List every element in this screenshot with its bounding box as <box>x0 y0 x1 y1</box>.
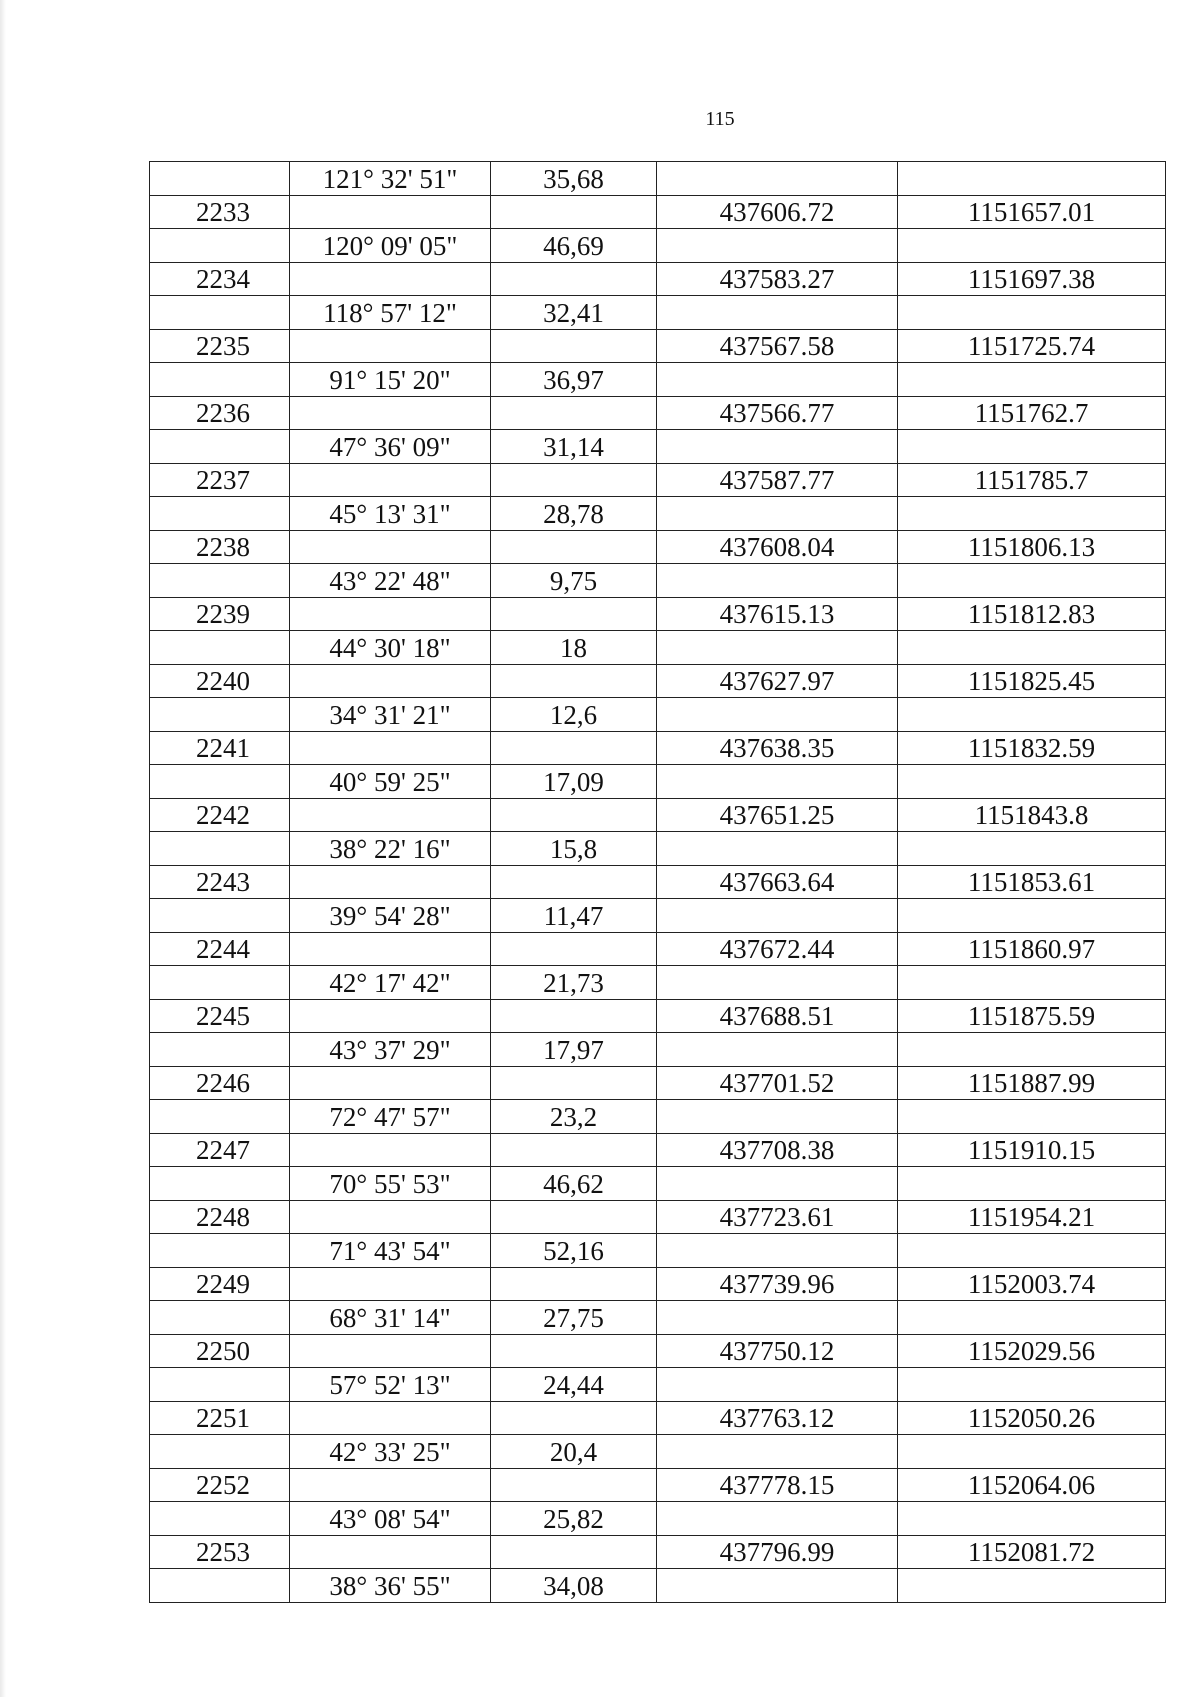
y-coordinate-cell <box>898 363 1166 397</box>
direction-angle-cell: 45° 13' 31" <box>290 497 491 531</box>
distance-cell: 25,82 <box>491 1502 657 1536</box>
point-number-cell: 2238 <box>150 531 290 564</box>
point-number-cell <box>150 1167 290 1201</box>
table-row <box>150 1368 1166 1402</box>
direction-angle-cell: 38° 22' 16" <box>290 832 491 866</box>
direction-angle-cell: 42° 33' 25" <box>290 1435 491 1469</box>
x-coordinate-cell: 437688.51 <box>657 1000 898 1033</box>
y-coordinate-cell <box>898 430 1166 464</box>
table-row <box>150 430 1166 464</box>
table-row <box>150 832 1166 866</box>
table-row <box>150 1435 1166 1469</box>
point-number-cell: 2245 <box>150 1000 290 1033</box>
table-row <box>150 531 1166 564</box>
point-number-cell: 2250 <box>150 1335 290 1368</box>
point-number-cell <box>150 1301 290 1335</box>
direction-angle-cell: 34° 31' 21" <box>290 698 491 732</box>
table-row <box>150 1033 1166 1067</box>
x-coordinate-cell <box>657 966 898 1000</box>
table-row <box>150 1201 1166 1234</box>
x-coordinate-cell <box>657 1100 898 1134</box>
point-number-cell <box>150 162 290 196</box>
scan-edge-shadow <box>0 0 6 1697</box>
y-coordinate-cell: 1151725.74 <box>898 330 1166 363</box>
distance-cell: 23,2 <box>491 1100 657 1134</box>
point-number-cell: 2237 <box>150 464 290 497</box>
x-coordinate-cell: 437627.97 <box>657 665 898 698</box>
y-coordinate-cell: 1152081.72 <box>898 1536 1166 1569</box>
y-coordinate-cell: 1151697.38 <box>898 263 1166 296</box>
point-number-cell: 2248 <box>150 1201 290 1234</box>
direction-angle-cell <box>290 598 491 631</box>
table-row <box>150 196 1166 229</box>
y-coordinate-cell <box>898 162 1166 196</box>
table-row <box>150 1301 1166 1335</box>
table-row <box>150 229 1166 263</box>
distance-cell: 15,8 <box>491 832 657 866</box>
distance-cell: 20,4 <box>491 1435 657 1469</box>
table-row <box>150 162 1166 196</box>
table-row <box>150 564 1166 598</box>
table-row <box>150 330 1166 363</box>
direction-angle-cell: 40° 59' 25" <box>290 765 491 799</box>
direction-angle-cell: 120° 09' 05" <box>290 229 491 263</box>
y-coordinate-cell <box>898 1167 1166 1201</box>
direction-angle-cell: 44° 30' 18" <box>290 631 491 665</box>
x-coordinate-cell <box>657 296 898 330</box>
direction-angle-cell: 70° 55' 53" <box>290 1167 491 1201</box>
table-row <box>150 866 1166 899</box>
table-row <box>150 1335 1166 1368</box>
distance-cell: 24,44 <box>491 1368 657 1402</box>
distance-cell: 9,75 <box>491 564 657 598</box>
x-coordinate-cell: 437606.72 <box>657 196 898 229</box>
y-coordinate-cell <box>898 1368 1166 1402</box>
x-coordinate-cell <box>657 229 898 263</box>
point-number-cell: 2233 <box>150 196 290 229</box>
x-coordinate-cell: 437638.35 <box>657 732 898 765</box>
x-coordinate-cell <box>657 430 898 464</box>
distance-cell <box>491 1402 657 1435</box>
table-row <box>150 1402 1166 1435</box>
distance-cell: 17,97 <box>491 1033 657 1067</box>
y-coordinate-cell: 1151812.83 <box>898 598 1166 631</box>
point-number-cell <box>150 1569 290 1603</box>
distance-cell: 31,14 <box>491 430 657 464</box>
y-coordinate-cell <box>898 296 1166 330</box>
table-row <box>150 363 1166 397</box>
direction-angle-cell: 57° 52' 13" <box>290 1368 491 1402</box>
distance-cell <box>491 263 657 296</box>
table-row <box>150 1268 1166 1301</box>
table-row <box>150 497 1166 531</box>
x-coordinate-cell <box>657 1234 898 1268</box>
point-number-cell: 2243 <box>150 866 290 899</box>
table-row <box>150 1000 1166 1033</box>
x-coordinate-cell <box>657 832 898 866</box>
y-coordinate-cell <box>898 1569 1166 1603</box>
distance-cell <box>491 933 657 966</box>
y-coordinate-cell: 1151853.61 <box>898 866 1166 899</box>
direction-angle-cell <box>290 1067 491 1100</box>
y-coordinate-cell: 1151910.15 <box>898 1134 1166 1167</box>
y-coordinate-cell <box>898 1502 1166 1536</box>
distance-cell <box>491 665 657 698</box>
point-number-cell <box>150 1368 290 1402</box>
point-number-cell <box>150 296 290 330</box>
point-number-cell: 2247 <box>150 1134 290 1167</box>
direction-angle-cell <box>290 397 491 430</box>
y-coordinate-cell <box>898 229 1166 263</box>
x-coordinate-cell <box>657 497 898 531</box>
x-coordinate-cell: 437739.96 <box>657 1268 898 1301</box>
direction-angle-cell <box>290 1268 491 1301</box>
direction-angle-cell <box>290 330 491 363</box>
distance-cell <box>491 196 657 229</box>
direction-angle-cell: 38° 36' 55" <box>290 1569 491 1603</box>
x-coordinate-cell: 437566.77 <box>657 397 898 430</box>
point-number-cell: 2235 <box>150 330 290 363</box>
direction-angle-cell <box>290 1469 491 1502</box>
direction-angle-cell: 47° 36' 09" <box>290 430 491 464</box>
page-number: 115 <box>705 108 735 130</box>
distance-cell <box>491 799 657 832</box>
y-coordinate-cell: 1152064.06 <box>898 1469 1166 1502</box>
table-row <box>150 732 1166 765</box>
y-coordinate-cell <box>898 966 1166 1000</box>
point-number-cell <box>150 1234 290 1268</box>
y-coordinate-cell: 1151887.99 <box>898 1067 1166 1100</box>
distance-cell <box>491 1201 657 1234</box>
direction-angle-cell: 68° 31' 14" <box>290 1301 491 1335</box>
distance-cell: 32,41 <box>491 296 657 330</box>
y-coordinate-cell: 1151875.59 <box>898 1000 1166 1033</box>
distance-cell <box>491 1335 657 1368</box>
table-row <box>150 1569 1166 1603</box>
point-number-cell: 2241 <box>150 732 290 765</box>
x-coordinate-cell <box>657 899 898 933</box>
table-row <box>150 296 1166 330</box>
direction-angle-cell <box>290 196 491 229</box>
point-number-cell: 2244 <box>150 933 290 966</box>
distance-cell <box>491 1469 657 1502</box>
direction-angle-cell <box>290 1536 491 1569</box>
x-coordinate-cell <box>657 1167 898 1201</box>
y-coordinate-cell: 1151825.45 <box>898 665 1166 698</box>
y-coordinate-cell: 1151785.7 <box>898 464 1166 497</box>
y-coordinate-cell <box>898 698 1166 732</box>
distance-cell <box>491 1536 657 1569</box>
y-coordinate-cell <box>898 1435 1166 1469</box>
table-row <box>150 1469 1166 1502</box>
y-coordinate-cell: 1151954.21 <box>898 1201 1166 1234</box>
table-row <box>150 631 1166 665</box>
point-number-cell <box>150 1033 290 1067</box>
direction-angle-cell <box>290 866 491 899</box>
direction-angle-cell: 42° 17' 42" <box>290 966 491 1000</box>
x-coordinate-cell <box>657 1301 898 1335</box>
y-coordinate-cell <box>898 765 1166 799</box>
distance-cell: 34,08 <box>491 1569 657 1603</box>
x-coordinate-cell: 437587.77 <box>657 464 898 497</box>
distance-cell <box>491 531 657 564</box>
y-coordinate-cell: 1151860.97 <box>898 933 1166 966</box>
distance-cell: 46,69 <box>491 229 657 263</box>
point-number-cell: 2239 <box>150 598 290 631</box>
distance-cell: 46,62 <box>491 1167 657 1201</box>
y-coordinate-cell <box>898 899 1166 933</box>
table-row <box>150 1536 1166 1569</box>
y-coordinate-cell <box>898 631 1166 665</box>
direction-angle-cell: 43° 22' 48" <box>290 564 491 598</box>
distance-cell: 35,68 <box>491 162 657 196</box>
distance-cell: 28,78 <box>491 497 657 531</box>
y-coordinate-cell: 1151843.8 <box>898 799 1166 832</box>
x-coordinate-cell: 437615.13 <box>657 598 898 631</box>
direction-angle-cell <box>290 531 491 564</box>
point-number-cell <box>150 832 290 866</box>
x-coordinate-cell: 437701.52 <box>657 1067 898 1100</box>
table-row <box>150 799 1166 832</box>
y-coordinate-cell <box>898 497 1166 531</box>
x-coordinate-cell <box>657 363 898 397</box>
table-row <box>150 1234 1166 1268</box>
point-number-cell: 2242 <box>150 799 290 832</box>
distance-cell <box>491 866 657 899</box>
direction-angle-cell: 39° 54' 28" <box>290 899 491 933</box>
direction-angle-cell: 43° 08' 54" <box>290 1502 491 1536</box>
direction-angle-cell: 72° 47' 57" <box>290 1100 491 1134</box>
point-number-cell <box>150 564 290 598</box>
x-coordinate-cell: 437796.99 <box>657 1536 898 1569</box>
point-number-cell <box>150 430 290 464</box>
x-coordinate-cell: 437778.15 <box>657 1469 898 1502</box>
point-number-cell <box>150 1502 290 1536</box>
x-coordinate-cell: 437651.25 <box>657 799 898 832</box>
y-coordinate-cell: 1152029.56 <box>898 1335 1166 1368</box>
direction-angle-cell <box>290 263 491 296</box>
table-row <box>150 966 1166 1000</box>
distance-cell <box>491 1067 657 1100</box>
direction-angle-cell <box>290 933 491 966</box>
point-number-cell <box>150 698 290 732</box>
point-number-cell <box>150 966 290 1000</box>
x-coordinate-cell <box>657 1368 898 1402</box>
x-coordinate-cell <box>657 765 898 799</box>
x-coordinate-cell <box>657 631 898 665</box>
distance-cell <box>491 598 657 631</box>
direction-angle-cell: 71° 43' 54" <box>290 1234 491 1268</box>
direction-angle-cell <box>290 1201 491 1234</box>
table-row <box>150 464 1166 497</box>
y-coordinate-cell <box>898 564 1166 598</box>
x-coordinate-cell <box>657 1569 898 1603</box>
x-coordinate-cell <box>657 1502 898 1536</box>
distance-cell: 52,16 <box>491 1234 657 1268</box>
x-coordinate-cell <box>657 162 898 196</box>
direction-angle-cell <box>290 1402 491 1435</box>
point-number-cell <box>150 1100 290 1134</box>
distance-cell <box>491 732 657 765</box>
distance-cell <box>491 1268 657 1301</box>
distance-cell <box>491 464 657 497</box>
direction-angle-cell <box>290 1000 491 1033</box>
table-row <box>150 1067 1166 1100</box>
x-coordinate-cell: 437567.58 <box>657 330 898 363</box>
point-number-cell: 2234 <box>150 263 290 296</box>
point-number-cell: 2246 <box>150 1067 290 1100</box>
y-coordinate-cell <box>898 1033 1166 1067</box>
table-body <box>150 162 1166 1603</box>
x-coordinate-cell: 437672.44 <box>657 933 898 966</box>
x-coordinate-cell: 437723.61 <box>657 1201 898 1234</box>
table-row <box>150 765 1166 799</box>
direction-angle-cell <box>290 732 491 765</box>
point-number-cell: 2253 <box>150 1536 290 1569</box>
table-row <box>150 665 1166 698</box>
direction-angle-cell <box>290 1335 491 1368</box>
distance-cell: 36,97 <box>491 363 657 397</box>
x-coordinate-cell <box>657 698 898 732</box>
direction-angle-cell: 118° 57' 12" <box>290 296 491 330</box>
direction-angle-cell: 43° 37' 29" <box>290 1033 491 1067</box>
distance-cell: 18 <box>491 631 657 665</box>
x-coordinate-cell: 437750.12 <box>657 1335 898 1368</box>
x-coordinate-cell <box>657 1033 898 1067</box>
distance-cell: 21,73 <box>491 966 657 1000</box>
table-row <box>150 397 1166 430</box>
distance-cell <box>491 397 657 430</box>
direction-angle-cell <box>290 464 491 497</box>
direction-angle-cell: 121° 32' 51" <box>290 162 491 196</box>
y-coordinate-cell <box>898 832 1166 866</box>
coordinates-table <box>149 161 1166 1603</box>
y-coordinate-cell <box>898 1234 1166 1268</box>
x-coordinate-cell: 437763.12 <box>657 1402 898 1435</box>
x-coordinate-cell <box>657 564 898 598</box>
x-coordinate-cell <box>657 1435 898 1469</box>
x-coordinate-cell: 437583.27 <box>657 263 898 296</box>
distance-cell: 17,09 <box>491 765 657 799</box>
point-number-cell <box>150 497 290 531</box>
y-coordinate-cell <box>898 1301 1166 1335</box>
distance-cell: 11,47 <box>491 899 657 933</box>
point-number-cell <box>150 765 290 799</box>
y-coordinate-cell <box>898 1100 1166 1134</box>
point-number-cell: 2240 <box>150 665 290 698</box>
distance-cell <box>491 1000 657 1033</box>
y-coordinate-cell: 1151806.13 <box>898 531 1166 564</box>
table-row <box>150 899 1166 933</box>
x-coordinate-cell: 437663.64 <box>657 866 898 899</box>
point-number-cell <box>150 229 290 263</box>
table-row <box>150 1134 1166 1167</box>
table-row <box>150 598 1166 631</box>
y-coordinate-cell: 1151832.59 <box>898 732 1166 765</box>
distance-cell: 12,6 <box>491 698 657 732</box>
point-number-cell: 2236 <box>150 397 290 430</box>
distance-cell <box>491 1134 657 1167</box>
y-coordinate-cell: 1152050.26 <box>898 1402 1166 1435</box>
y-coordinate-cell: 1152003.74 <box>898 1268 1166 1301</box>
y-coordinate-cell: 1151657.01 <box>898 196 1166 229</box>
point-number-cell <box>150 631 290 665</box>
direction-angle-cell <box>290 799 491 832</box>
table-row <box>150 1100 1166 1134</box>
point-number-cell <box>150 1435 290 1469</box>
point-number-cell: 2249 <box>150 1268 290 1301</box>
table-row <box>150 698 1166 732</box>
point-number-cell <box>150 899 290 933</box>
distance-cell <box>491 330 657 363</box>
x-coordinate-cell: 437708.38 <box>657 1134 898 1167</box>
x-coordinate-cell: 437608.04 <box>657 531 898 564</box>
y-coordinate-cell: 1151762.7 <box>898 397 1166 430</box>
table-row <box>150 263 1166 296</box>
direction-angle-cell <box>290 1134 491 1167</box>
point-number-cell: 2252 <box>150 1469 290 1502</box>
point-number-cell <box>150 363 290 397</box>
table-row <box>150 1502 1166 1536</box>
table-row <box>150 933 1166 966</box>
direction-angle-cell: 91° 15' 20" <box>290 363 491 397</box>
direction-angle-cell <box>290 665 491 698</box>
point-number-cell: 2251 <box>150 1402 290 1435</box>
table-row <box>150 1167 1166 1201</box>
distance-cell: 27,75 <box>491 1301 657 1335</box>
